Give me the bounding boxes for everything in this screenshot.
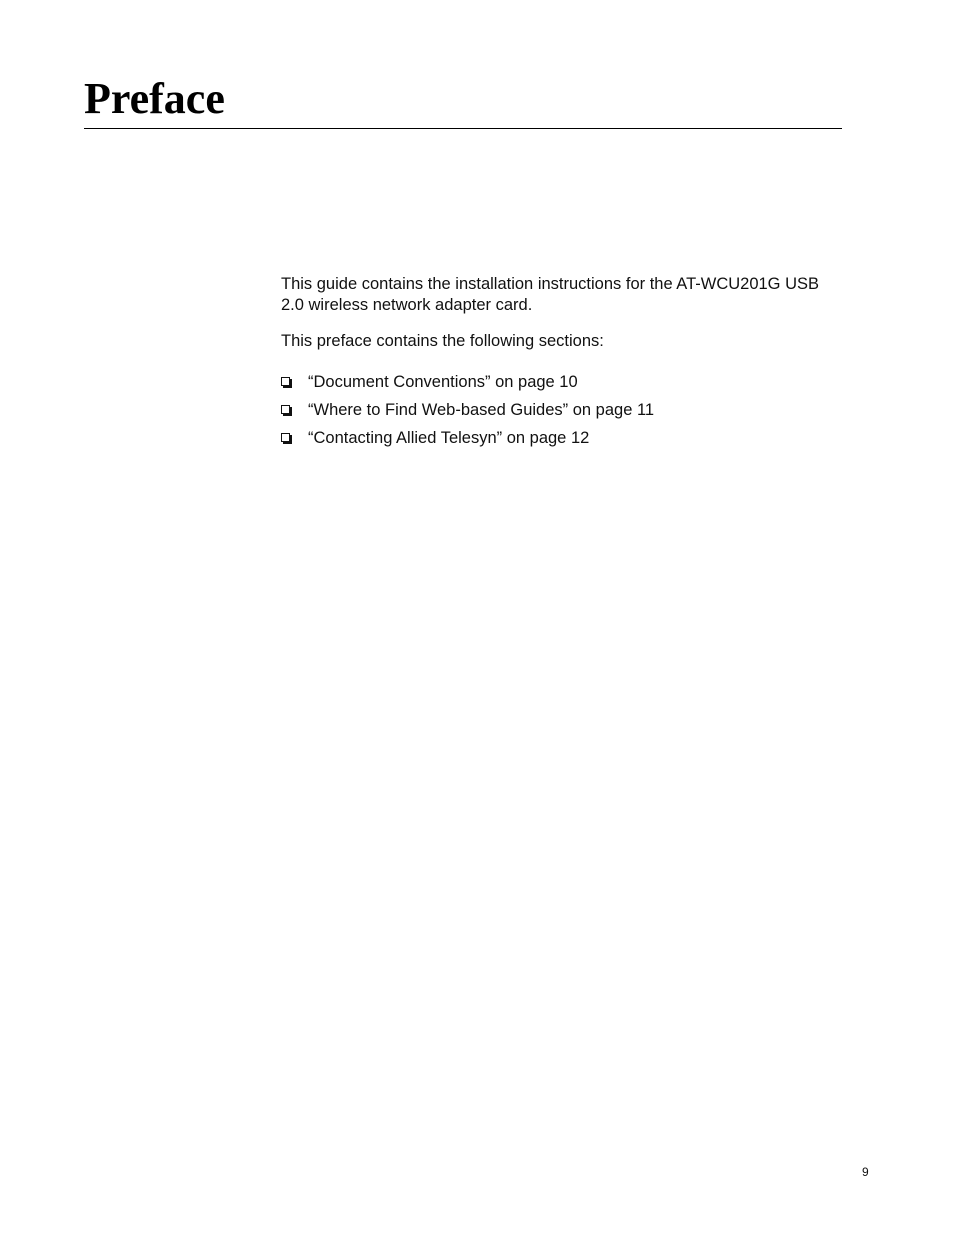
page-number: 9 xyxy=(862,1165,869,1179)
section-link-contacting-allied-telesyn[interactable]: “Contacting Allied Telesyn” on page 12 xyxy=(308,429,590,447)
title-divider xyxy=(84,128,842,129)
page-title: Preface xyxy=(84,74,225,123)
intro-paragraph: This guide contains the installation instructions for the AT-WCU201G USB 2.0 wireless network adapter card. xyxy=(281,275,820,314)
square-bullet-icon xyxy=(281,433,290,442)
square-bullet-icon xyxy=(281,377,290,386)
list-item xyxy=(281,374,843,402)
list-item xyxy=(281,430,843,458)
list-item xyxy=(281,402,843,430)
square-bullet-icon xyxy=(281,405,290,414)
preface-content xyxy=(281,274,843,458)
sections-intro: This preface contains the following sections: xyxy=(281,332,604,350)
section-link-document-conventions[interactable]: “Document Conventions” on page 10 xyxy=(308,373,578,391)
section-list xyxy=(281,374,843,458)
section-link-web-based-guides[interactable]: “Where to Find Web-based Guides” on page 11 xyxy=(308,401,655,419)
